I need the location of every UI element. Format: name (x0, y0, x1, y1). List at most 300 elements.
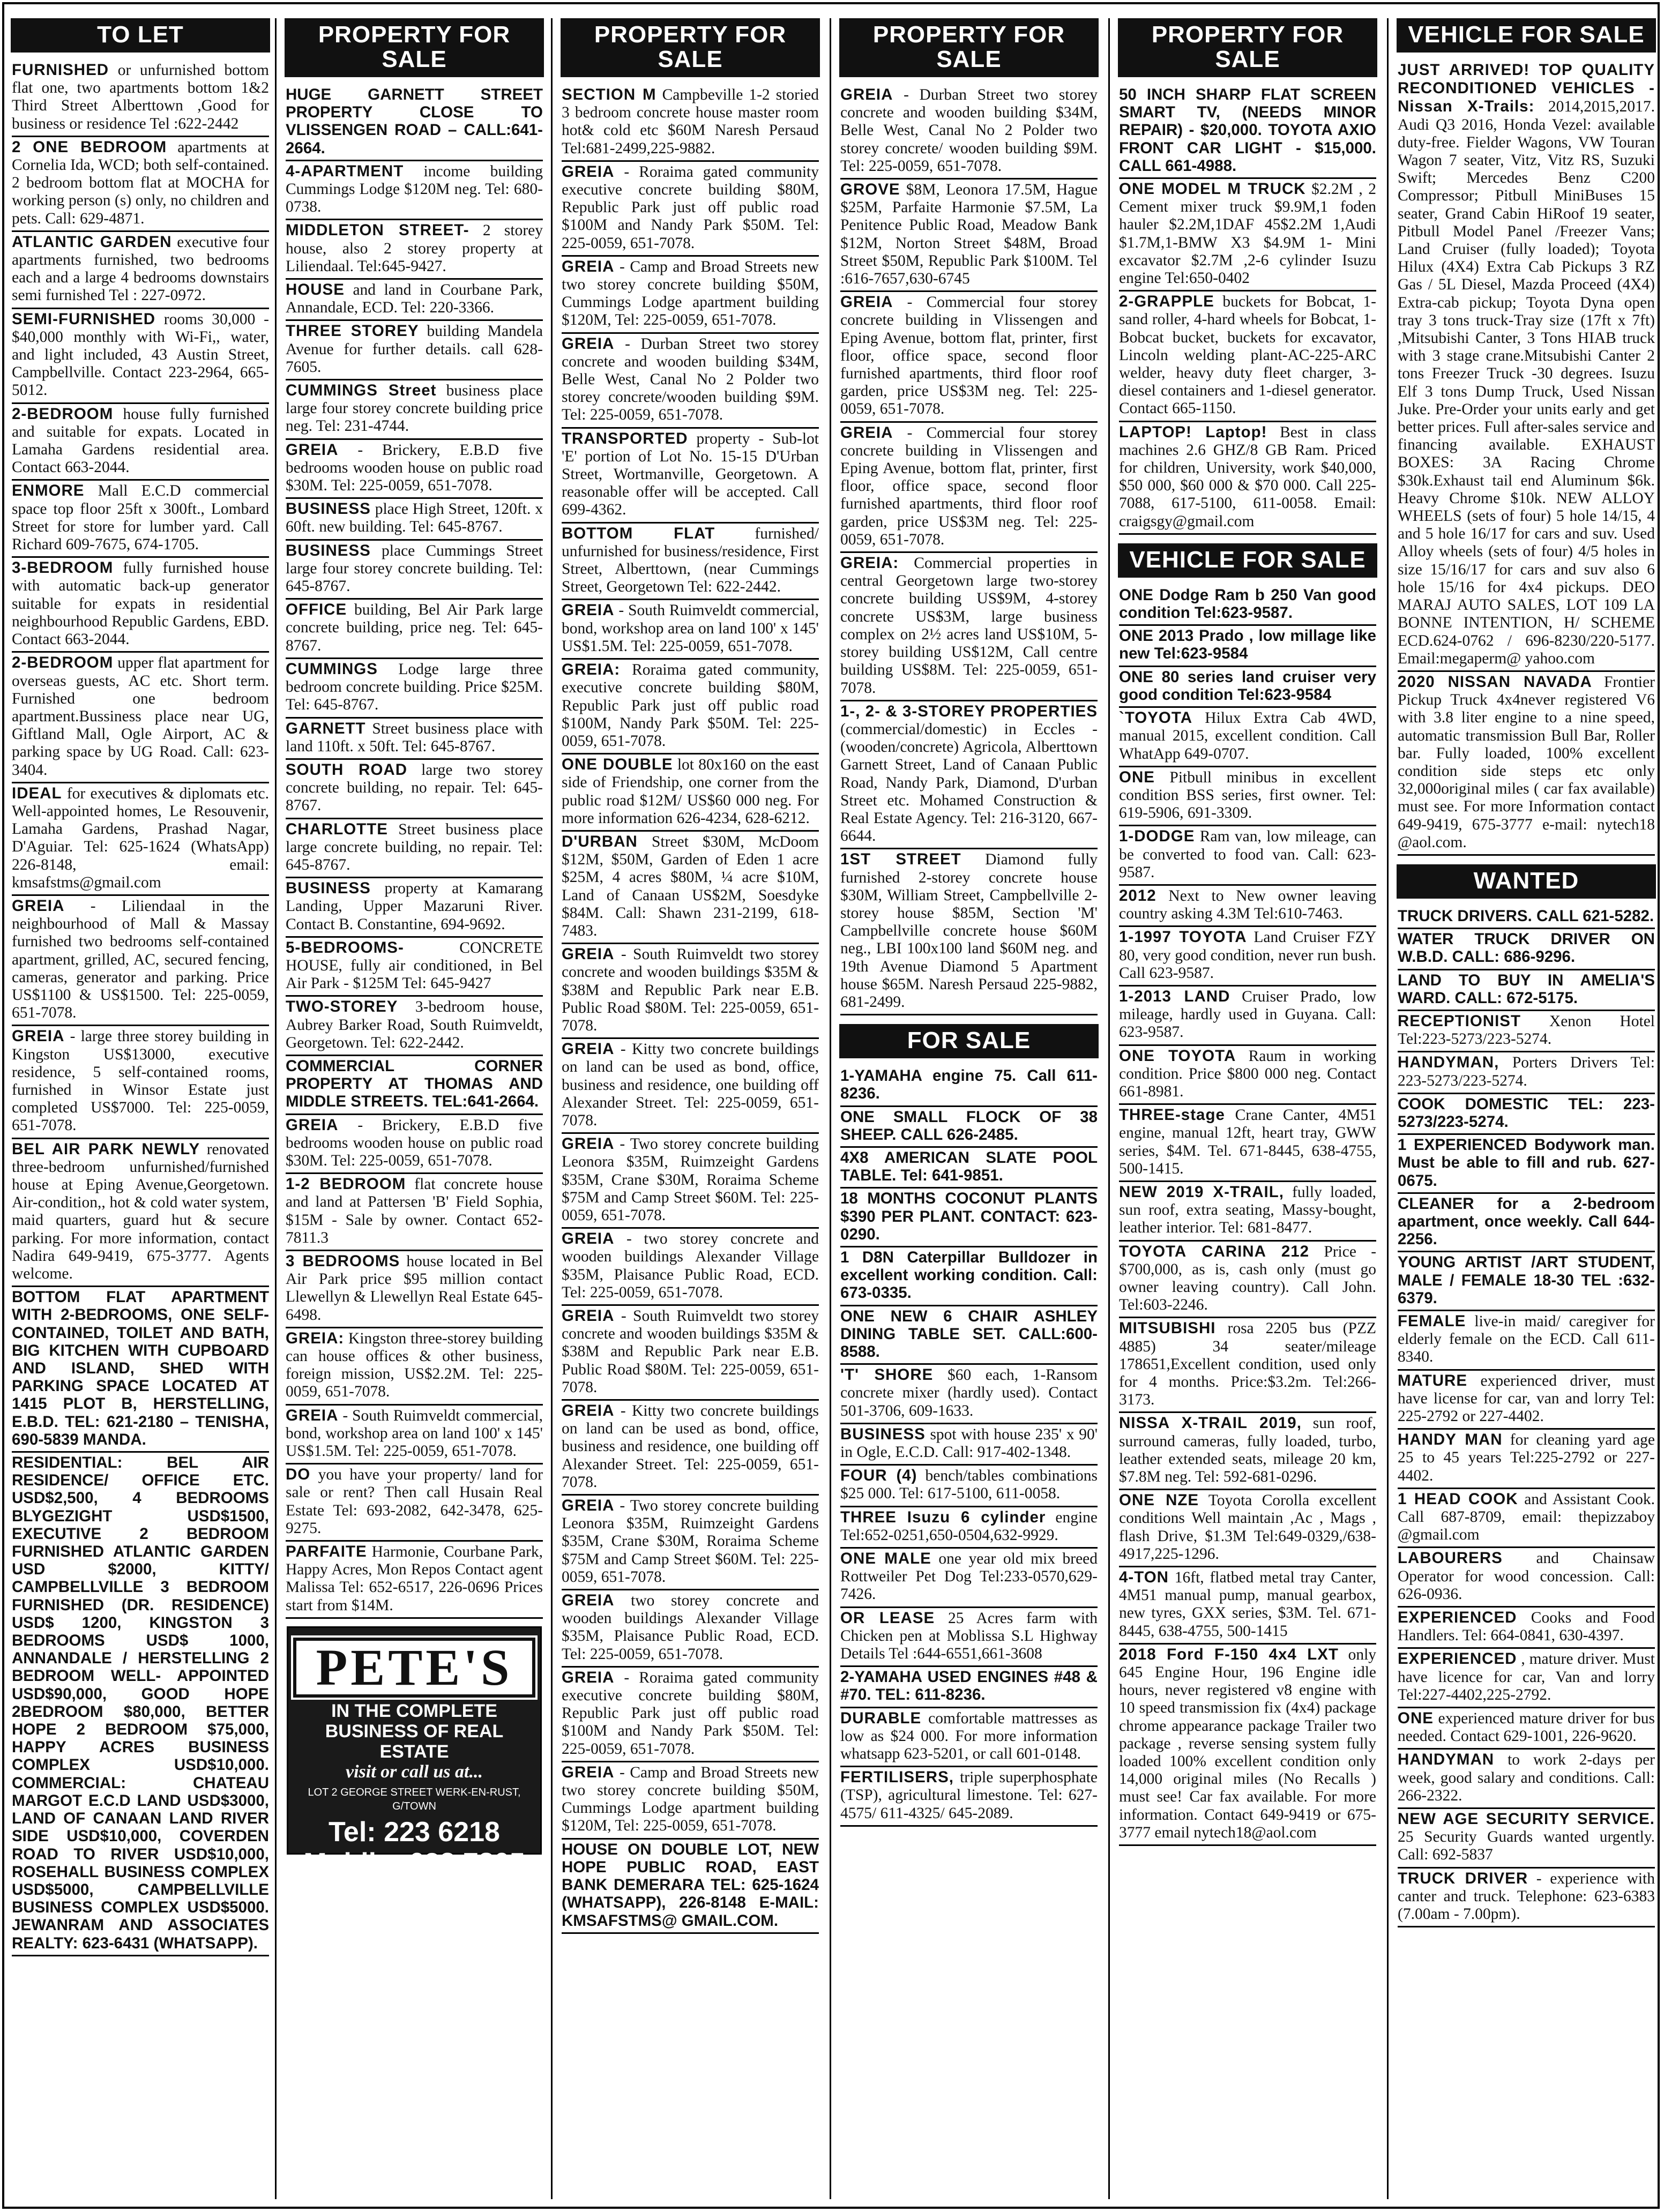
ad-body: - Two storey concrete building Leonora $35M, Ruimzeight Gardens $35M, Crane $30M, Roraima Scheme $75M and Camp Street $60M. Tel: 225-0059, 651-7078. (562, 1497, 819, 1586)
classified-ad (562, 257, 819, 334)
ad-lead: ONE NZE (1119, 1491, 1199, 1509)
ad-body: - Durban Street two storey concrete and wooden building $34M, Belle West, Canal No 2 Polder two storey concrete/ wooden building $9M. Tel: 225-0059, 651-7078. (840, 86, 1098, 175)
ad-body: - South Ruimveldt two storey concrete and wooden buildings $35M & $38M and Republic Park near E.B. Public Road $80M. Tel: 225-0059, 651-7078. (562, 946, 819, 1034)
ad-body: Lodge large three bedroom concrete building. Price $25M. Tel: 645-8767. (286, 660, 543, 714)
classified-ad (562, 944, 819, 1039)
ad-lead: OFFICE (286, 601, 347, 619)
ad-body: YOUNG ARTIST /ART STUDENT, MALE / FEMALE 18-30 TEL :632-6379. (1398, 1253, 1655, 1307)
ad-body: furnished/ unfurnished for business/residence, First Street, Alberttown, (near Cummings Street, Georgetown Tel: 622-2442. (562, 525, 819, 596)
ad-lead: 2-BEDROOM (12, 654, 114, 672)
classified-ad (1119, 1242, 1376, 1319)
ad-body: 1 EXPERIENCED Bodywork man. Must be able to fill and rub. 627-0675. (1398, 1136, 1655, 1190)
classified-ad (1119, 1182, 1376, 1242)
ad-lead: TWO-STOREY (286, 998, 398, 1016)
column-2 (281, 18, 547, 2204)
ad-lead: 2-BEDROOM (12, 405, 114, 423)
column-1 (8, 18, 273, 2204)
ad-lead: RECEPTIONIST (1398, 1012, 1521, 1030)
classified-ad (1119, 667, 1376, 708)
classified-ad (562, 524, 819, 601)
ad-lead: HANDY MAN (1398, 1431, 1503, 1449)
ad-body: 1-YAMAHA engine 75. Call 611-8236. (840, 1067, 1098, 1103)
ad-lead: GARNETT (286, 719, 366, 737)
ad-lead: 5-BEDROOMS- (286, 938, 404, 956)
ad-body: business place large four storey concrete building price neg. Tel: 231-4744. (286, 382, 543, 435)
ad-lead: FEMALE (1398, 1312, 1466, 1330)
ad-body: 2014,2015,2017. Audi Q3 2016, Honda Vezel: available duty-free. Fielder Wagons, VW Touran Wagon 7 seater, Vitz, Vitz RS, Suzuki Swift; Mercedes Benz C200 Compressor; Pitbull MiniBuses 15 seater, Grand Cabin HiRoof 19 seater, Pitbull Model Panel /Freezer Vans; Land Cruiser (fully loaded); Toyota Hilux (4X4) Extra Cab Pickups 3 RZ Gas / 5L Diesel, Mazda Proceed (4X4) Extra-cab pickup; Toyota Dyna open tray 3 tons truck-Tray size (17ft x 7ft) ,Mitsubishi Canter, 3 Tons HIAB truck with 3 stage crane.Mitsubishi Canter 2 tons Freezer Truck -30 degrees. Isuzu Elf 3 tons Dump Truck, Used Nissan Juke. Pre-Order your units early and get better prices. Full after-sales service and financing available. EXHAUST BOXES: 3A Racing Chrome $30k.Exhaust tail end Aluminum $6k. Heavy Chrome $10k. NEW ALLOY WHEELS (sets of four) 5 hole 14/15, 4 and 5 hole 16/17 for cars and suv. Used Alloy wheels (sets of four) 4/5 holes in size 15/16/17 for cars and suv also 6 hole 15/16 for 4x4 pickups. DEO MARAJ AUTO SALES, LOT 109 LA BONNE INTENTION, H/ SCHEME ECD.624-0762 / 696-8230/220-5177. Email:megaperm@ yahoo.com (1398, 98, 1655, 667)
ad-body: Frontier Pickup Truck 4x4never registered V6 with 3.8 liter engine to a nine speed, automatic transmission Bull Bar, Roller bar. Fully loaded, 100% excellent condition side steps etc only 32,000original miles ( car fax available) must see. For more Information contact 649-9419, 675-3777 e-mail: nytech18 @aol.com. (1398, 673, 1655, 851)
ad-body: - Roraima gated community executive concrete building $80M, Republic Park just off public road $100M and Nandy Park $50M. Tel: 225-0059, 651-7078. (562, 1669, 819, 1758)
column-3 (557, 18, 823, 2204)
ad-lead: 1-1997 TOYOTA (1119, 928, 1247, 946)
classified-ad (562, 162, 819, 257)
classified-ad (840, 1306, 1098, 1365)
classified-ad (840, 1247, 1098, 1306)
ad-body: CLEANER for a 2-bedroom apartment, once weekly. Call 644-2256. (1398, 1194, 1655, 1249)
ad-lead: NISSA X-TRAIL 2019, (1119, 1414, 1302, 1432)
ad-body: Next to New owner leaving country asking 4.3M Tel:610-7463. (1119, 887, 1376, 923)
classified-ad (1398, 1750, 1655, 1809)
classified-ad (1398, 1489, 1655, 1549)
ad-body: Street business place with land 110ft. x 50ft. Tel: 645-8767. (286, 720, 543, 755)
ad-lead: 1 HEAD COOK (1398, 1490, 1518, 1508)
classified-ad (1398, 1011, 1655, 1052)
ad-body: comfortable mattresses as low as $24 000. For more information whatsapp 623-5201, or call 601-0148. (840, 1709, 1098, 1763)
ad-lead: GREIA (562, 1040, 615, 1058)
classified-ad (562, 754, 819, 832)
ad-body: bench/tables combinations $25 000. Tel: 617-5100, 611-0058. (840, 1467, 1098, 1503)
ad-lead: DO (286, 1466, 311, 1484)
classified-ad (286, 659, 543, 719)
ad-lead: GREIA (286, 1116, 339, 1134)
classified-ad (286, 997, 543, 1056)
classified-ad (1398, 970, 1655, 1011)
ad-lead: 1-2013 LAND (1119, 987, 1230, 1005)
ad-lead: GREIA (562, 1230, 615, 1248)
classified-ad (840, 1708, 1098, 1768)
ad-body: Ram van, low mileage, can be converted to food van. Call: 623-9587. (1119, 828, 1376, 881)
ad-lead: SOUTH ROAD (286, 760, 407, 779)
classified-ad (286, 600, 543, 659)
ad-body: 2-YAMAHA USED ENGINES #48 & #70. TEL: 611-8236. (840, 1668, 1098, 1704)
ad-lead: CHARLOTTE (286, 820, 388, 838)
ad-lead: OR LEASE (840, 1609, 935, 1627)
classified-ad (840, 1466, 1098, 1507)
promo-line: BUSINESS OF REAL ESTATE (325, 1721, 504, 1762)
section-heading: VEHICLE FOR SALE (1118, 543, 1377, 578)
ad-body: Best in class machines 2.6 GHZ/8 GB Ram. Priced for children, University, work $40,000, $50 000, $60 000 & $70 000. Call 225-7088, 617-5100, 611-0058. Email: craigsgy@gmail.com (1119, 423, 1376, 530)
ad-body: 25 Security Guards wanted urgently. Call: 692-5837 (1398, 1828, 1655, 1864)
ad-body: and Assistant Cook. Call 687-8709, email: thepizzaboy @gmail.com (1398, 1490, 1655, 1544)
section-heading: TO LET (11, 18, 270, 53)
ad-body: 1 D8N Caterpillar Bulldozer in excellent working condition. Call: 673-0335. (840, 1248, 1098, 1302)
ad-body: WATER TRUCK DRIVER ON W.B.D. CALL: 686-9296. (1398, 930, 1655, 966)
ad-lead: EXPERIENCED (1398, 1609, 1517, 1627)
ad-lead: GREIA (286, 440, 339, 459)
ad-body: property at Kamarang Landing, Upper Mazaruni River. Contact B. Constantine, 694-9692. (286, 880, 543, 933)
ad-body: renovated three-bedroom unfurnished/furnished house at Eping Avenue,Georgetown. Air-condition,, hot & cold water system, maid quarters, guard hut & secure parking. For more information, contact Nadira 649-9419, 675-3777. Agents welcome. (12, 1140, 270, 1282)
ad-body: RESIDENTIAL: BEL AIR RESIDENCE/ OFFICE ETC. USD$2,500, 4 BEDROOMS BLYGEZIGHT USD$1500, EXECUTIVE 2 BEDROOM FURNISHED ATLANTIC GARDEN USD $2000, KITTY/ CAMPBELLVILLE 3 BEDROOM FURNISHED (DR. RESIDENCE) USD$ 1200, KINGSTON 3 BEDROOMS USD$ 1000, ANNANDALE / HERSTELLING 2 BEDROOM WELL- APPOINTED USD$90,000, GOOD HOPE 2BEDROOM $80,000, BETTER HOPE 2 BEDROOM $75,000, HAPPY ACRES BUSINESS COMPLEX USD$10,000. COMMERCIAL: CHATEAU MARGOT E.C.D LAND USD$3000, LAND OF CANAAN LAND RIVER SIDE USD$10,000, COVERDEN ROAD TO RIVER USD$10,000, ROSEHALL BUSINESS COMPLEX USD$5000, CAMPBELLVILLE BUSINESS COMPLEX USD$5000. JEWANRAM AND ASSOCIATES REALTY: 623-6431 (WHATSAPP). (12, 1454, 269, 1952)
ad-lead: `TOYOTA (1119, 709, 1193, 727)
ad-lead: MITSUBISHI (1119, 1319, 1216, 1337)
column-divider (1108, 18, 1110, 2199)
classified-ad (12, 481, 269, 558)
classified-ad (1398, 1869, 1655, 1928)
classified-ad (562, 85, 819, 162)
classified-ad (286, 1174, 543, 1251)
classified-ad (12, 558, 269, 653)
classified-ad (1398, 1052, 1655, 1094)
ad-body: house fully furnished and suitable for expats. Located in Lamaha Gardens residential area. Contact 663-2044. (12, 405, 269, 476)
ad-body: - experience with canter and truck. Telephone: 623-6383 (7.00am - 7.00pm). (1398, 1870, 1655, 1923)
classified-ad (286, 719, 543, 760)
ad-body: place Cummings Street large four storey concrete building. Tel: 645-8767. (286, 542, 543, 595)
ad-body: $60 each, 1-Ransom concrete mixer (hardly used). Contact 501-3706, 609-1633. (840, 1366, 1098, 1419)
classified-ad (1398, 1708, 1655, 1750)
classified-ad (562, 334, 819, 429)
ad-lead: MIDDLETON STREET- (286, 221, 469, 240)
classified-ad (1119, 292, 1376, 422)
classified-ad (1398, 1548, 1655, 1608)
ad-body: to work 2-days per week, good salary and conditions. Call: 266-2322. (1398, 1751, 1655, 1804)
classified-ad (1398, 1194, 1655, 1253)
ad-lead: PARFAITE (286, 1543, 367, 1561)
ad-body: - Durban Street two storey concrete and wooden building $34M, Belle West, Canal No 2 Polder two storey concrete/wooden building $9M. Tel: 225-0059, 651-7078. (562, 335, 819, 424)
ad-lead: GREIA (840, 423, 893, 442)
ad-body: - Brickery, E.B.D five bedrooms wooden house on public road $30M. Tel: 225-0059, 651-7078. (286, 441, 543, 495)
classified-ad (840, 849, 1098, 1015)
classified-ad (1119, 927, 1376, 987)
ad-body: 25 Acres farm with Chicken pen at Moblissa S.L Highway Details Tel :644-6551,661-3608 (840, 1609, 1098, 1663)
classified-ad (1398, 1094, 1655, 1135)
classified-ad (1119, 422, 1376, 535)
classified-ad (840, 1767, 1098, 1827)
classified-ad (286, 280, 543, 321)
ad-lead: HOUSE (286, 281, 345, 299)
ad-body: or unfurnished bottom flat one, two apartments bottom 1&2 Third Street Alberttown ,Good for business or residence Tel :622-2442 (12, 62, 269, 132)
ad-body: for cleaning yard age 25 to 45 years Tel:225-2792 or 227-4402. (1398, 1431, 1655, 1484)
ad-body: Pitbull minibus in excellent condition BSS series, first owner. Tel: 619-5906, 691-3309. (1119, 768, 1377, 822)
ad-body: - South Ruimveldt commercial, bond, workshop area on land 100' x 145' US$1.5M. Tel: 225-0059, 651-7078. (286, 1407, 543, 1460)
ad-body: $2.2M , 2 Cement mixer truck $9.9M,1 foden hauler $2.2M,1DAF 45$2.2M 1,Audi $1.7M,1-BMW X3 $4.9M 1- Mini excavator $2.7M ,2-6 cylinder Isuzu engine Tel:650-0402 (1119, 181, 1377, 287)
classified-ad (12, 404, 269, 481)
classified-ad (286, 380, 543, 440)
classified-ad (562, 660, 819, 754)
ad-body: BOTTOM FLAT APARTMENT WITH 2-BEDROOMS, ONE SELF-CONTAINED, TOILET AND BATH, BIG KITCHEN WITH CUPBOARD AND ISLAND, SHED WITH PARKING SPACE LOCATED AT 1415 PLOT B, HERSTELLING, E.B.D. TEL: 621-2180 – TENISHA, 690-5839 MANDA. (12, 1288, 269, 1448)
ad-lead: IDEAL (12, 784, 62, 802)
classified-ad (840, 85, 1098, 180)
ad-lead: GREIA (562, 1307, 615, 1325)
classified-ad (562, 1762, 819, 1840)
ad-body: - Camp and Broad Streets new two storey concrete building $50M, Cummings Lodge apartment building $120M, Tel: 225-0059, 651-7078. (562, 258, 819, 329)
classified-ad (840, 1549, 1098, 1608)
ad-lead: GROVE (840, 181, 900, 199)
ad-body: Raum in working condition. Price $800 000 neg. Contact 661-8981. (1119, 1047, 1376, 1100)
ad-body: (commercial/domestic) in Eccles - (wooden/concrete) Agricola, Alberttown Garnett Street, Land of Canaan Public Road, Nandy Park, Diamond, D'urban Street etc. Mohamed Construction & Real Estate Agency. Tel: 216-3120, 667-6644. (840, 720, 1098, 845)
promo-line: visit or call us at... (346, 1761, 483, 1782)
ad-body: Roraima gated community, executive concrete building $80M, Republic Park just off public road $100M, Nandy Park $50M. Tel: 225-0059, 651-7078. (562, 661, 819, 750)
ad-lead: GREIA (562, 1763, 615, 1781)
ad-lead: GREIA (286, 1406, 339, 1424)
ad-lead: TRUCK DRIVER (1398, 1869, 1528, 1887)
classified-ad (1119, 1645, 1376, 1846)
classified-ad (12, 783, 269, 896)
ad-body: live-in maid/ caregiver for elderly female on the ECD. Call 611-8340. (1398, 1313, 1655, 1366)
column-divider (1387, 18, 1389, 2199)
ad-body: large two storey concrete building, no repair. Tel: 645-8767. (286, 761, 543, 814)
ad-body: ONE Dodge Ram b 250 Van good condition Tel:623-9587. (1119, 586, 1376, 622)
ad-body: - Liliendaal in the neighbourhood of Mall & Massay furnished two bedrooms self-contained apartment, grilled, AC, secured fencing, cameras, generator and parking. Price US$1100 & US$1500. Tel: 225-0059, 651-7078. (12, 897, 269, 1022)
ad-body: Mall E.C.D commercial space top floor 25ft x 300ft., Lombard Street for store for lumber yard. Call Richard 609-7675, 674-1705. (12, 482, 270, 554)
classified-ad (12, 653, 269, 783)
classified-ad (1119, 987, 1376, 1046)
classified-ad (840, 1667, 1098, 1708)
classified-ad (1119, 1046, 1376, 1105)
ad-body: experienced mature driver for bus needed. Contact 629-1001, 226-9620. (1398, 1710, 1655, 1745)
ad-lead: GREIA (562, 162, 615, 181)
ad-body: Diamond fully furnished 2-storey concrete house $30M, William Street, Campbellville 2-storey house $85M, Section 'M' Campbellville concrete house $60M neg., LBI 100x100 land $60M neg. and 19th Avenue Diamond 5 Apartment house $65M. Naresh Persaud 225-9882, 681-2499. (840, 851, 1098, 1011)
column-4 (836, 18, 1102, 2204)
classified-ad (1398, 1608, 1655, 1649)
ad-body: two storey concrete and wooden buildings Alexander Village $35M, Plaisance Public Road, ECD. Tel: 225-0059, 651-7078. (562, 1592, 819, 1663)
ad-lead: GREIA (562, 257, 615, 275)
classified-ad (1398, 1649, 1655, 1708)
column-5 (1115, 18, 1381, 2204)
ad-body: executive four apartments furnished, two bedrooms each and a large 4 bedrooms downstairs semi furnished Tel : 227-0972. (12, 233, 269, 304)
ad-lead: THREE-stage (1119, 1106, 1225, 1124)
ad-body: building, Bel Air Park large concrete building, price neg. Tel: 645-8767. (286, 601, 543, 654)
ad-lead: GREIA (562, 1668, 615, 1686)
ad-body: Street $30M, McDoom $12M, $50M, Garden of Eden 1 acre $25M, 4 acres $80M, ¼ acre $10M, Land of Canaan US$2M, Soesdyke $84M. Call: Shawn 231-2199, 618-7483. (562, 833, 819, 939)
ad-body: fully furnished house with automatic back-up generator suitable for expats in residential neighbourhood Republic Gardens, EBD. Contact 663-2044. (12, 559, 269, 648)
classified-ad (562, 1668, 819, 1762)
classified-ad (840, 1365, 1098, 1424)
ad-body: building Mandela Avenue for further details. call 628-7605. (286, 323, 543, 376)
ad-body: - Roraima gated community executive concrete building $80M, Republic Park just off public road $100M and Nandy Park $50M. Tel: 225-0059, 651-7078. (562, 163, 819, 252)
classified-ad (1398, 1135, 1655, 1194)
classified-ad (840, 1066, 1098, 1107)
ad-lead: TRANSPORTED (562, 429, 688, 447)
ad-lead: 2012 (1119, 886, 1156, 905)
classified-ad (286, 499, 543, 540)
ad-body: 18 MONTHS COCONUT PLANTS $390 PER PLANT. CONTACT: 623-0290. (840, 1190, 1098, 1243)
ad-body: Toyota Corolla excellent conditions Well maintain ,Ac , Mags , flash Drive, $1.3M Tel:649-0329,/638-4917,225-1296. (1119, 1492, 1377, 1563)
classified-ad (1119, 708, 1376, 767)
ad-lead: CUMMINGS (286, 660, 378, 678)
ad-body: HOUSE ON DOUBLE LOT, NEW HOPE PUBLIC ROAD, EAST BANK DEMERARA TEL: 625-1624 (WHATSAPP), 226-8148 E-MAIL: KMSAFSTMS@ GMAIL.COM. (562, 1840, 819, 1930)
classified-ad (562, 1401, 819, 1496)
classified-ad (12, 1453, 269, 1956)
ad-lead: 'T' SHORE (840, 1366, 934, 1384)
column-divider (551, 18, 553, 2199)
classified-ad (286, 220, 543, 280)
classified-ad (1398, 906, 1655, 929)
ad-body: Harmonie, Courbane Park, Happy Acres, Mon Repos Contact agent Malissa Tel: 652-6517, 226-0696 Prices start from $14M. (286, 1543, 543, 1614)
ad-body: - Kitty two concrete buildings on land can be used as bond, office, business and residence, one building off Alexander Street. Tel: 225-0059, 651-7078. (562, 1402, 819, 1491)
ad-lead: SEMI-FURNISHED (12, 310, 156, 328)
ad-lead: NEW AGE SECURITY SERVICE. (1398, 1810, 1655, 1828)
ad-body: 2 storey house, also 2 storey property at Liliendaal. Tel:645-9427. (286, 222, 543, 275)
ad-lead: BUSINESS (840, 1425, 926, 1443)
ad-body: property - Sub-lot 'E' portion of Lot No. 15-15 D'Urban Street, Wortmanville, Georgetown. A reasonable offer will be accepted. Call 699-4362. (562, 430, 819, 519)
ad-body: - Two storey concrete building Leonora $35M, Ruimzeight Gardens $35M, Crane $30M, Roraima Scheme $75M and Camp Street $60M. Tel: 225-0059, 651-7078. (562, 1135, 819, 1224)
classified-ad (562, 1496, 819, 1590)
ad-lead: LABOURERS (1398, 1549, 1503, 1567)
classified-ad (12, 137, 269, 232)
ad-body: , mature driver. Must have licence for car, Van and lorry Tel:227-4402,225-2792. (1398, 1650, 1655, 1703)
classified-ad (562, 1229, 819, 1306)
ad-body: COOK DOMESTIC TEL: 223-5273/223-5274. (1398, 1095, 1655, 1131)
ad-lead: LAPTOP! Laptop! (1119, 423, 1267, 441)
ad-lead: 1ST STREET (840, 850, 961, 869)
classified-ad (562, 600, 819, 660)
classified-ad (1119, 1413, 1376, 1490)
section-heading: PROPERTY FOR SALE (561, 18, 820, 77)
classified-ad (286, 85, 543, 161)
section-heading: VEHICLE FOR SALE (1397, 18, 1656, 53)
ad-lead: BEL AIR PARK NEWLY (12, 1140, 200, 1158)
ad-lead: GREIA (562, 1497, 615, 1515)
ad-body: lot 80x160 on the east side of Friendship, one corner from the public road $12M/ US$60 000 neg. For more information 626-4234, 628-6212. (562, 756, 819, 827)
ad-lead: THREE STOREY (286, 322, 419, 340)
ad-body: experienced driver, must have license for car, van and lorry Tel: 225-2792 or 227-4402. (1398, 1372, 1655, 1425)
classified-ad (12, 309, 269, 404)
ad-body: $8M, Leonora 17.5M, Hague $25M, Parfaite Harmonie $7.5M, La Penitence Public Road, Meadow Bank $12M, Norton Street $48M, Broad Street $50M, Republic Park $100M. Tel :616-7657,630-6745 (840, 181, 1098, 288)
ad-body: - Commercial four storey concrete building in Vlissengen and Eping Avenue, bottom flat, printer, first floor, office space, second floor furnished apartments, third floor roof garden, price US$3M neg. Tel: 225-0059, 651-7078. (840, 294, 1098, 418)
classified-ad (286, 1251, 543, 1328)
classified-ad (1119, 826, 1376, 886)
ad-lead: ONE DOUBLE (562, 756, 673, 774)
ad-body: HUGE GARNETT STREET PROPERTY CLOSE TO VLISSENGEN ROAD – CALL:641-2664. (286, 86, 543, 157)
classified-ad (1398, 929, 1655, 970)
ad-lead: GREIA: (286, 1329, 345, 1347)
classified-ad (840, 423, 1098, 553)
ad-lead: MATURE (1398, 1371, 1467, 1389)
ad-body: house located in Bel Air Park price $95 million contact Llewellyn & Llewellyn Real Estate 645-6498. (286, 1252, 543, 1324)
classified-ad (562, 1840, 819, 1934)
ad-body: only 645 Engine Hour, 196 Engine idle hours, never registered v8 engine with 10 speed transmission fix (4x4) package chrome appearance package Trailer two package , reverse sensing system fully loaded 100% excellent condition only 14,000 original miles (No Recalls ) must see! Car fax available. For more information. Contact 649-9419 or 675-3777 email nytech18@aol.com (1119, 1646, 1377, 1841)
ad-lead: EXPERIENCED (1398, 1650, 1517, 1668)
ad-body: - South Ruimveldt two storey concrete and wooden buildings $35M & $38M and Republic Park near E.B. Public Road $80M. Tel: 225-0059, 651-7078. (562, 1307, 819, 1396)
section-heading: PROPERTY FOR SALE (839, 18, 1099, 77)
ad-body: Street business place large concrete building, no repair. Tel: 645-8767. (286, 820, 543, 873)
classified-ad (12, 60, 269, 137)
ad-body: Porters Drivers Tel: 223-5273/223-5274. (1398, 1054, 1655, 1089)
promo-mobile: Mobile: 623 7805 (303, 1847, 525, 1879)
classified-ad (286, 1115, 543, 1175)
ad-lead: BUSINESS (286, 500, 371, 518)
ad-lead: 2020 NISSAN NAVADA (1398, 672, 1592, 691)
ad-body: LAND TO BUY IN AMELIA'S WARD. CALL: 672-5175. (1398, 971, 1655, 1007)
ad-body: ONE NEW 6 CHAIR ASHLEY DINING TABLE SET. CALL:600-8588. (840, 1307, 1098, 1361)
classified-ad (562, 1039, 819, 1134)
ad-lead: GREIA (12, 1027, 65, 1045)
ad-lead: HANDYMAN (1398, 1751, 1495, 1769)
classified-ad (12, 1287, 269, 1453)
classified-ad (1119, 1105, 1376, 1182)
ad-body: 3-bedroom house, Aubrey Barker Road, South Ruimveldt, Georgetown. Tel: 622-2442. (286, 998, 543, 1051)
ad-lead: FERTILISERS, (840, 1768, 954, 1787)
ad-body: rooms 30,000 - $40,000 monthly with Wi-Fi,, water, and light included, 43 Austin Street, Campbellville. Contact 223-2964, 665-5012. (12, 310, 269, 399)
ad-lead: THREE Isuzu 6 cylinder (840, 1508, 1046, 1526)
ad-body: rosa 2205 bus (PZZ 4885) 34 seater/mileage 178651,Excellent condition, used only for 4 months. Price:$3.2m. Tel:266-3173. (1119, 1320, 1377, 1409)
ad-lead: SECTION M (562, 86, 656, 103)
classified-ad (840, 1107, 1098, 1148)
real-estate-promo (287, 1626, 542, 1879)
classified-ad (1119, 585, 1376, 626)
ad-body: spot with house 235' x 90' in Ogle, E.C.D. Call: 917-402-1348. (840, 1425, 1098, 1461)
ad-body: - Brickery, E.B.D five bedrooms wooden house on public road $30M. Tel: 225-0059, 651-7078. (286, 1116, 543, 1169)
ad-body: place High Street, 120ft. x 60ft. new building. Tel: 645-8767. (286, 500, 543, 536)
ad-body: Cruiser Prado, low mileage, hardly used in Guyana. Call: 623-9587. (1119, 988, 1377, 1041)
classified-ad (1398, 1430, 1655, 1489)
ad-lead: ATLANTIC GARDEN (12, 233, 172, 251)
classified-ad (1398, 1371, 1655, 1430)
classified-ad (562, 1306, 819, 1401)
ad-body: 4X8 AMERICAN SLATE POOL TABLE. Tel: 641-9851. (840, 1148, 1098, 1185)
ad-body: ONE 80 series land cruiser very good condition Tel:623-9584 (1119, 668, 1376, 704)
promo-address: LOT 2 GEORGE STREET WERK-EN-RUST, G/TOWN (308, 1786, 521, 1812)
classified-ad (840, 553, 1098, 701)
ad-lead: BOTTOM FLAT (562, 524, 715, 542)
classified-ad (840, 1424, 1098, 1466)
ad-lead: GREIA (562, 1402, 615, 1420)
ad-lead: GREIA (840, 293, 893, 311)
ad-body: TRUCK DRIVERS. CALL 621-5282. (1398, 907, 1654, 925)
ad-lead: 4-APARTMENT (286, 162, 404, 180)
classified-ad (1119, 626, 1376, 667)
ad-lead: NEW 2019 X-TRAIL, (1119, 1183, 1284, 1201)
classified-ad (286, 819, 543, 879)
classified-ad (1398, 1809, 1655, 1869)
ad-body: - Commercial four storey concrete building in Vlissengen and Eping Avenue, bottom flat, printer, first floor, office space, second floor furnished apartments, third floor roof garden, price US$3M neg. Tel: 225-0059, 651-7078. (840, 424, 1098, 548)
ad-lead: TOYOTA CARINA 212 (1119, 1242, 1310, 1260)
section-heading: FOR SALE (839, 1024, 1099, 1058)
classified-ad (286, 938, 543, 997)
classified-ad (1398, 1252, 1655, 1311)
classified-ad (12, 1026, 269, 1139)
ad-body: ONE SMALL FLOCK OF 38 SHEEP. CALL 626-2485. (840, 1108, 1098, 1144)
ad-body: Hilux Extra Cab 4WD, manual 2015, excellent condition. Call WhatApp 649-0707. (1119, 709, 1377, 763)
classified-ad (286, 1464, 543, 1542)
ad-lead: 2-GRAPPLE (1119, 293, 1214, 311)
ad-lead: DURABLE (840, 1709, 922, 1727)
ad-lead: 1-, 2- & 3-STOREY PROPERTIES (840, 702, 1098, 720)
ad-body: and land in Courbane Park, Annandale, ECD. Tel: 220-3366. (286, 281, 543, 317)
ad-lead: GREIA (562, 1591, 615, 1610)
ad-lead: D'URBAN (562, 832, 638, 850)
classified-ad (286, 1542, 543, 1619)
classified-ad (1119, 1318, 1376, 1413)
ad-lead: GREIA (562, 945, 615, 963)
classified-ad (840, 1608, 1098, 1668)
ad-body: 50 INCH SHARP FLAT SCREEN SMART TV, (NEEDS MINOR REPAIR) - $20,000. TOYOTA AXIO FRONT CAR LIGHT - $15,000. CALL 661-4988. (1119, 86, 1376, 175)
ad-lead: 3-BEDROOM (12, 559, 114, 577)
classified-ad (1119, 886, 1376, 927)
ad-body: for executives & diplomats etc. Well-appointed homes, Le Resouvenir, Lamaha Gardens, Prashad Nagar, D'Aguiar. Tel: 625-1624 (WhatsApp) 226-8148, email: kmsafstms@gmail.com (12, 784, 269, 891)
column-divider (830, 18, 831, 2199)
ad-body: sun roof, surround cameras, fully loaded, turbo, leather extended seats, mileage 20 km, $7.8M neg. Tel: 592-681-0296. (1119, 1415, 1377, 1486)
classified-ad (286, 1406, 543, 1465)
ad-lead: BUSINESS (286, 879, 371, 898)
ad-lead: 1-DODGE (1119, 827, 1195, 846)
ad-lead: GREIA (562, 334, 615, 353)
classified-ad (286, 1328, 543, 1406)
ad-lead: 4-TON (1119, 1568, 1169, 1587)
classified-ad (286, 541, 543, 600)
ad-body: Land Cruiser FZY 80, very good condition, never run bush. Call 623-9587. (1119, 929, 1376, 982)
classified-ad (840, 701, 1098, 850)
